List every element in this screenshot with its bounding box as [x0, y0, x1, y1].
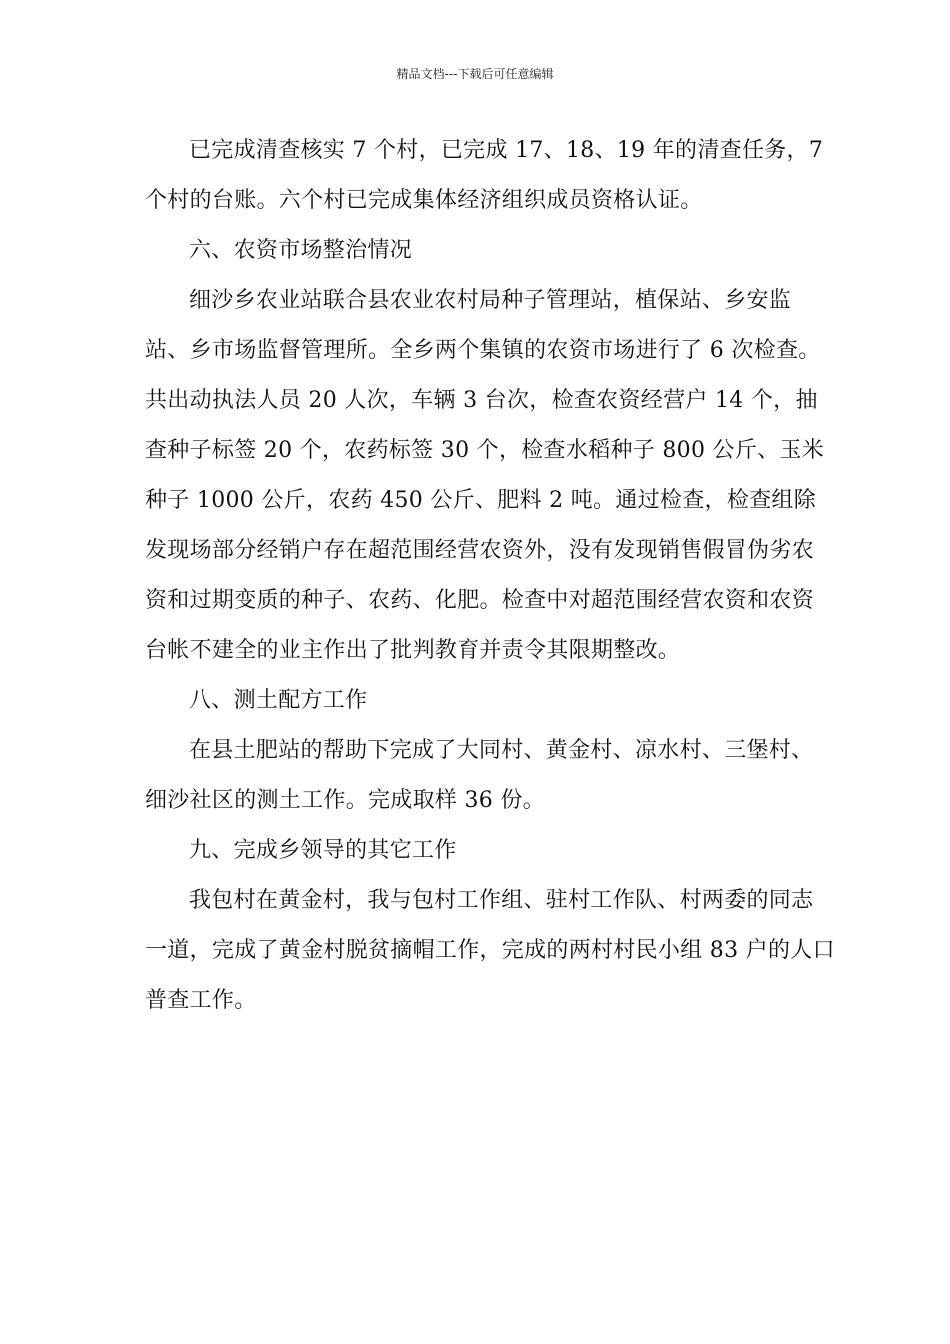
paragraph-agri-market: 细沙乡农业站联合县农业农村局种子管理站，植保站、乡安监站、乡市场监督管理所。全乡两个集镇的农资市场进行了 6 次检查。共出动执法人员 20 人次，车辆 3 台次，检查农资经营户 14 个，抽查种子标签 20 个，农药标签 30 个，检查水稻种子 800 公斤、玉米种子 1000 公斤，农药 450 公斤、肥料 2 吨。通过检查，检查组除发现场部分经销户存在超范围经营农资外，没有发现销售假冒伪劣农资和过期变质的种子、农药、化肥。检查中对超范围经营农资和农资台帐不建全的业主作出了批判教育并责令其限期整改。: [145, 288, 825, 663]
section-heading-other-work: 九、完成乡领导的其它工作: [189, 838, 457, 863]
paragraph-soil-testing: 在县土肥站的帮助下完成了大同村、黄金村、凉水村、三堡村、细沙社区的测土工作。完成取样 36 份。: [145, 738, 814, 813]
document-body: [145, 126, 835, 1026]
paragraph-other-work: 我包村在黄金村，我与包村工作组、驻村工作队、村两委的同志一道，完成了黄金村脱贫摘帽工作，完成的两村村民小组 83 户的人口普查工作。: [145, 888, 835, 1013]
section-heading-agri-market: 六、农资市场整治情况: [189, 238, 413, 263]
section-heading-soil-testing: 八、测土配方工作: [189, 688, 368, 713]
paragraph-verification-progress: 已完成清查核实 7 个村，已完成 17、18、19 年的清查任务，7 个村的台账。六个村已完成集体经济组织成员资格认证。: [145, 138, 824, 213]
running-header: 精品文档---下载后可任意编辑: [396, 67, 554, 81]
